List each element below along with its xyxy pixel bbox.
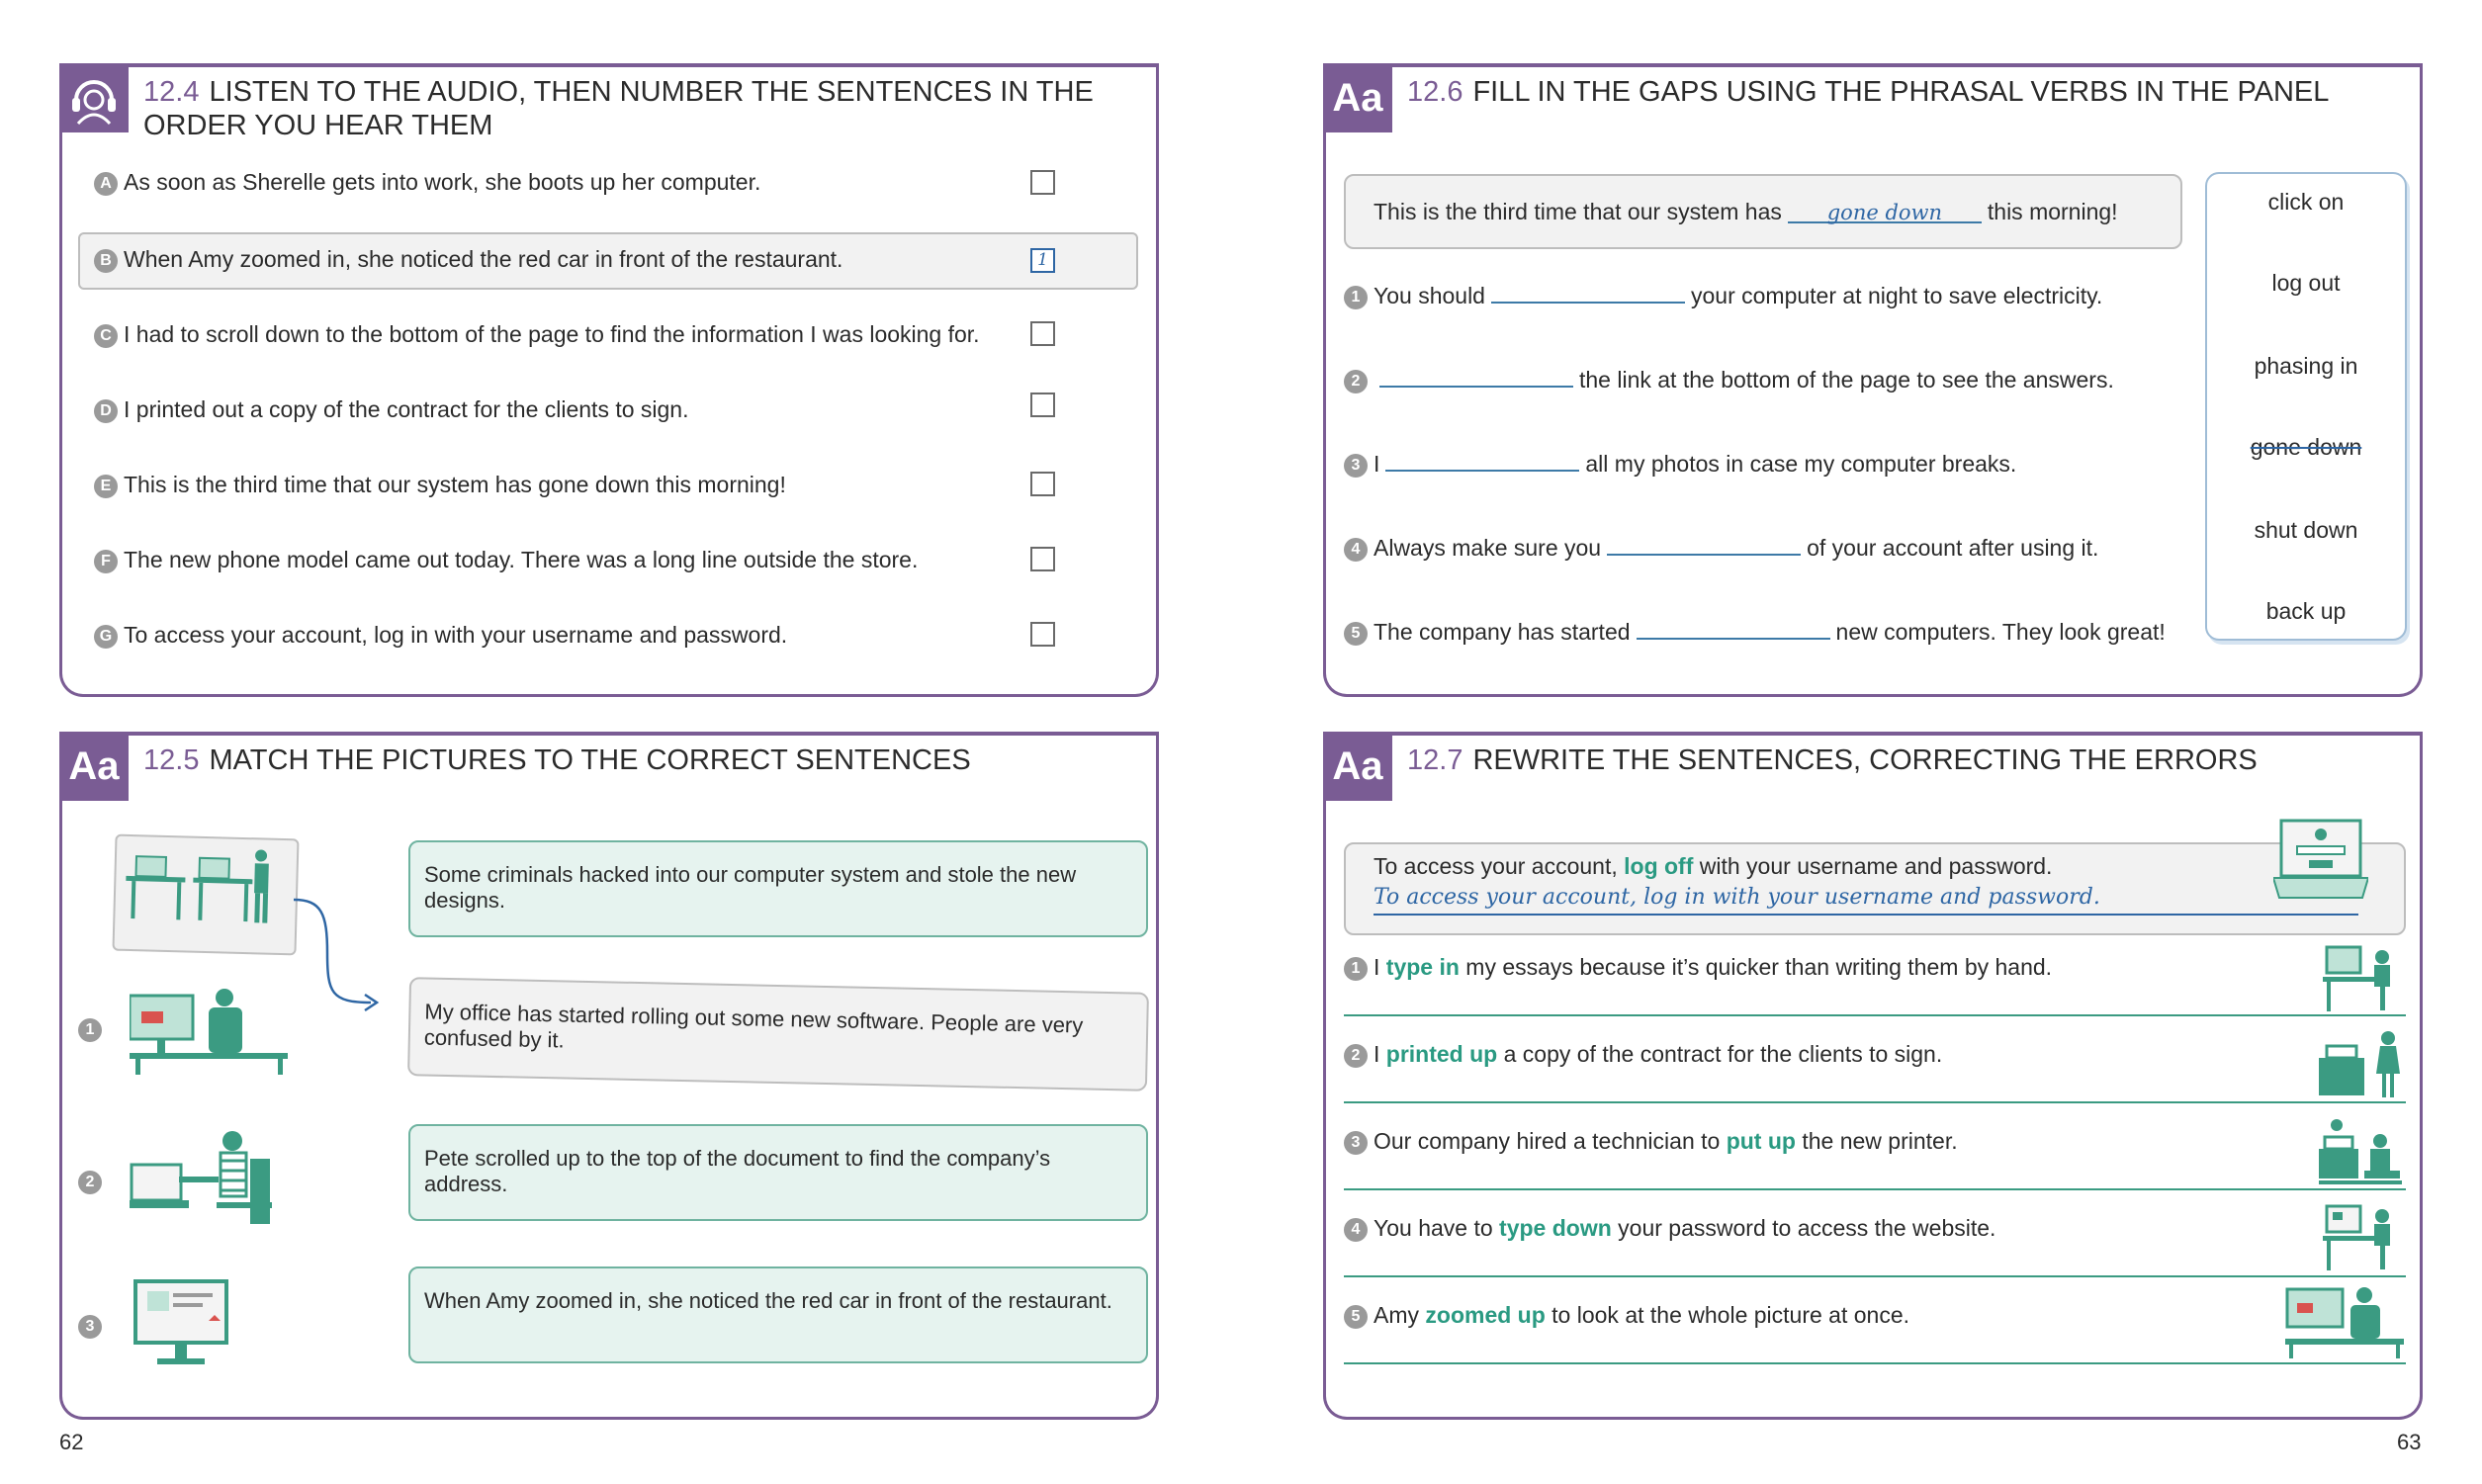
gap-blank[interactable]: [1491, 284, 1685, 304]
number-bullet: 3: [1344, 1131, 1368, 1155]
gap-blank[interactable]: [1385, 452, 1579, 472]
answer-line-1[interactable]: [1344, 1014, 2406, 1016]
sentence-pre: Amy: [1374, 1302, 1419, 1328]
headphones-person-icon: [59, 63, 129, 132]
order-checkbox-d[interactable]: [1030, 393, 1055, 417]
exercise-12-7-panel: [1323, 732, 2423, 1420]
example-corrected-sentence: To access your account, log in with your username and password.: [1374, 885, 2100, 910]
rewrite-row-1: [1344, 953, 2052, 981]
number-bullet: 5: [1344, 1305, 1368, 1329]
sentence-card-4[interactable]: When Amy zoomed in, she noticed the red car in front of the restaurant.: [408, 1266, 1148, 1363]
letter-bullet: A: [94, 172, 118, 196]
letter-bullet: F: [94, 550, 118, 573]
exercise-title: [1407, 75, 2396, 109]
order-checkbox-f[interactable]: [1030, 547, 1055, 571]
error-phrase: type down: [1499, 1215, 1612, 1241]
sentence-text: The new phone model came out today. There was a long line outside the store.: [124, 547, 919, 572]
exercise-number: 12.5: [143, 744, 200, 776]
exercise-title: [1407, 743, 2396, 777]
gap-row-2: [1344, 366, 2114, 393]
gap-after: your computer at night to save electricity.: [1690, 283, 2103, 308]
error-phrase: type in: [1385, 954, 1460, 980]
number-bullet: 2: [1344, 370, 1368, 393]
exercise-heading: LISTEN TO THE AUDIO, THEN NUMBER THE SENTENCES IN THE ORDER YOU HEAR THEM: [143, 76, 1094, 141]
sentence-post: a copy of the contract for the clients to sign.: [1503, 1041, 1943, 1067]
rewrite-row-5: [1344, 1301, 1909, 1329]
match-arrow: [292, 894, 400, 1012]
sentence-post: my essays because it’s quicker than writing them by hand.: [1465, 954, 2053, 980]
sentence-post: to look at the whole picture at once.: [1551, 1302, 1910, 1328]
order-checkbox-e[interactable]: [1030, 472, 1055, 496]
letter-bullet: G: [94, 625, 118, 649]
word-option[interactable]: log out: [2271, 270, 2341, 296]
picture-hacker-icon: [130, 1129, 288, 1233]
exercise-number: 12.6: [1407, 76, 1463, 108]
picture-number-3: 3: [78, 1315, 102, 1339]
page-number-left: 62: [59, 1430, 84, 1454]
person-typing-icon: [2323, 943, 2404, 1017]
sentence-card-3[interactable]: Pete scrolled up to the top of the document to find the company’s address.: [408, 1124, 1148, 1221]
sentence-post: with your username and password.: [1699, 853, 2053, 879]
error-phrase: zoomed up: [1425, 1302, 1546, 1328]
answer-line-2[interactable]: [1344, 1101, 2406, 1103]
gap-row-4: [1344, 534, 2098, 562]
error-phrase: log off: [1624, 853, 1694, 879]
rewrite-row-4: [1344, 1214, 1995, 1242]
answer-line-3[interactable]: [1344, 1188, 2406, 1190]
gap-after: new computers. They look great!: [1835, 619, 2166, 645]
technician-printer-icon: [2315, 1115, 2404, 1191]
sentence-row-b: [94, 245, 842, 273]
sentence-text: When Amy zoomed in, she noticed the red car in front of the restaurant.: [124, 246, 843, 272]
rewrite-row-2: [1344, 1040, 1942, 1068]
sentence-text: As soon as Sherelle gets into work, she boots up her computer.: [124, 169, 761, 195]
word-option[interactable]: shut down: [2254, 517, 2358, 543]
picture-zoom-in-icon: [130, 988, 298, 1082]
letter-bullet: E: [94, 475, 118, 498]
sentence-text: This is the third time that our system has gone down this morning!: [124, 472, 786, 497]
word-option[interactable]: phasing in: [2254, 353, 2358, 379]
number-bullet: 1: [1344, 957, 1368, 981]
aa-badge: Aa: [59, 732, 129, 801]
answer-line-5[interactable]: [1344, 1362, 2406, 1364]
number-bullet: 2: [1344, 1044, 1368, 1068]
sentence-post: the new printer.: [1802, 1128, 1958, 1154]
gap-after: the link at the bottom of the page to see the answers.: [1579, 367, 2114, 393]
exercise-heading: FILL IN THE GAPS USING THE PHRASAL VERBS IN THE PANEL: [1472, 76, 2330, 108]
order-checkbox-g[interactable]: [1030, 622, 1055, 647]
sentence-post: your password to access the website.: [1618, 1215, 1996, 1241]
error-phrase: put up: [1726, 1128, 1796, 1154]
gap-row-3: [1344, 450, 2016, 478]
gap-before: The company has started: [1374, 619, 1631, 645]
number-bullet: 4: [1344, 538, 1368, 562]
person-zoom-icon: [2285, 1285, 2408, 1365]
gap-blank[interactable]: [1637, 620, 1830, 640]
order-checkbox-c[interactable]: [1030, 321, 1055, 346]
person-printer-icon: [2315, 1028, 2404, 1104]
sentence-row-e: [94, 471, 786, 498]
number-bullet: 5: [1344, 622, 1368, 646]
exercise-number: 12.7: [1407, 744, 1463, 776]
sentence-pre: I: [1374, 954, 1380, 980]
sentence-pre: Our company hired a technician to: [1374, 1128, 1721, 1154]
example-answer: gone down: [1788, 204, 1982, 223]
exercise-heading: REWRITE THE SENTENCES, CORRECTING THE ERRORS: [1472, 744, 2258, 776]
number-bullet: 3: [1344, 454, 1368, 478]
gap-blank[interactable]: [1607, 536, 1801, 556]
gap-after: of your account after using it.: [1807, 535, 2099, 561]
gap-before: Always make sure you: [1374, 535, 1602, 561]
example-sentence: [1374, 198, 2118, 225]
example-error-sentence: [1374, 852, 2052, 880]
sentence-text: I printed out a copy of the contract for the clients to sign.: [124, 396, 689, 422]
exercise-number: 12.4: [143, 76, 200, 108]
gap-before: I: [1374, 451, 1380, 477]
picture-scroll-monitor-icon: [132, 1277, 230, 1377]
sentence-card-2[interactable]: My office has started rolling out some new software. People are very confused by it.: [407, 977, 1149, 1091]
sentence-row-d: [94, 395, 689, 423]
gap-row-1: [1344, 282, 2102, 309]
gap-before: You should: [1374, 283, 1485, 308]
exercise-heading: MATCH THE PICTURES TO THE CORRECT SENTENCES: [209, 744, 971, 776]
rewrite-row-3: [1344, 1127, 1958, 1155]
sentence-row-a: [94, 168, 760, 196]
gap-row-5: [1344, 618, 2166, 646]
aa-badge: Aa: [1323, 63, 1392, 132]
sentence-row-g: [94, 621, 787, 649]
sentence-text: I had to scroll down to the bottom of the page to find the information I was looking for.: [124, 321, 980, 347]
example-answer-line: [1374, 914, 2358, 916]
order-checkbox-b[interactable]: 1: [1030, 248, 1055, 273]
word-option-used[interactable]: gone down: [2250, 434, 2362, 460]
number-bullet: 4: [1344, 1218, 1368, 1242]
sentence-row-c: [94, 320, 980, 348]
exercise-12-5-panel: [59, 732, 1159, 1420]
sentence-pre: To access your account,: [1374, 853, 1618, 879]
picture-number-1: 1: [78, 1018, 102, 1042]
gap-after: all my photos in case my computer breaks.: [1585, 451, 2017, 477]
sentence-pre: You have to: [1374, 1215, 1493, 1241]
exercise-12-4-panel: [59, 63, 1159, 697]
error-phrase: printed up: [1385, 1041, 1498, 1067]
word-option[interactable]: click on: [2267, 189, 2345, 215]
example-after: this morning!: [1987, 199, 2118, 224]
exercise-12-6-panel: [1323, 63, 2423, 697]
page-number-right: 63: [2397, 1430, 2422, 1454]
word-option[interactable]: back up: [2265, 598, 2347, 624]
exercise-title: [143, 75, 1132, 142]
sentence-text: To access your account, log in with your username and password.: [124, 622, 788, 648]
exercise-title: [143, 743, 1132, 777]
sentence-row-f: [94, 546, 918, 573]
word-panel: [2205, 172, 2407, 641]
order-checkbox-a[interactable]: [1030, 170, 1055, 195]
letter-bullet: B: [94, 249, 118, 273]
gap-blank[interactable]: [1379, 368, 1573, 388]
person-computer-icon: [2323, 1202, 2404, 1278]
letter-bullet: D: [94, 399, 118, 423]
sentence-card-1[interactable]: Some criminals hacked into our computer system and stole the new designs.: [408, 840, 1148, 937]
sentence-pre: I: [1374, 1041, 1380, 1067]
aa-badge: Aa: [1323, 732, 1392, 801]
example-before: This is the third time that our system has: [1374, 199, 1782, 224]
laptop-login-icon: [2273, 819, 2368, 909]
picture-number-2: 2: [78, 1171, 102, 1194]
letter-bullet: C: [94, 324, 118, 348]
number-bullet: 1: [1344, 286, 1368, 309]
answer-line-4[interactable]: [1344, 1275, 2406, 1277]
example-picture-office: [112, 834, 299, 956]
